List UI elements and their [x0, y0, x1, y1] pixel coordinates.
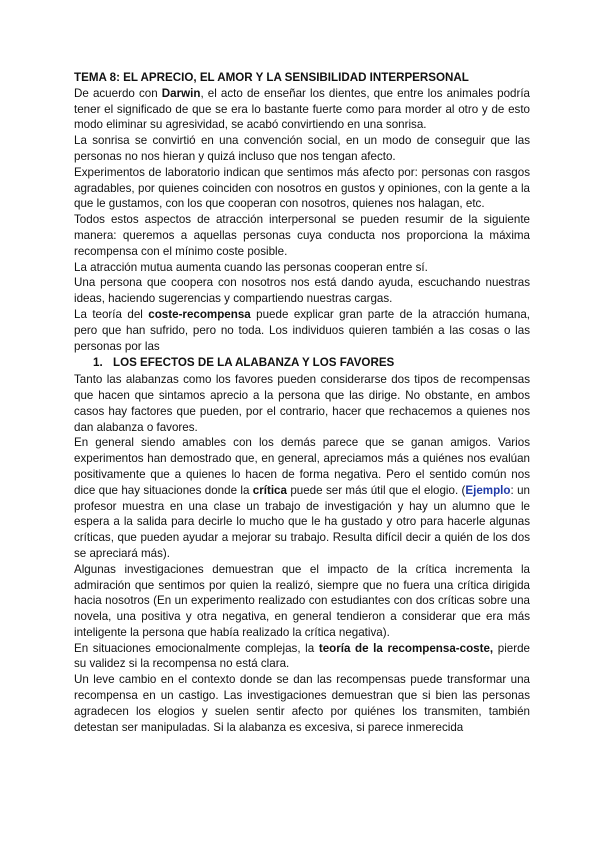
- section-heading: [74, 355, 530, 371]
- paragraph-text: : un profesor muestra en una clase un trabajo de investigación y hay un alumno que le espera a la salida para decirle lo mucho que le ha gustado y otro para hacerle algunas críticas, que pueden ayudar a mejorar su trabajo. Resulta difícil decir a quién de los dos se apreciará más).: [74, 483, 530, 560]
- bold-term-criticism: crítica: [252, 483, 287, 497]
- bold-term-darwin: Darwin: [161, 86, 201, 100]
- paragraph-smile: La sonrisa se convirtió en una convención social, en un modo de conseguir que las personas no nos hieran y quizá incluso que nos tengan afecto.: [74, 134, 530, 163]
- paragraph-text: , el acto de enseñar los dientes, que entre los animales podría tener el significado de que se era lo bastante fuerte como para morder al otro y de esto modo eliminar su agresividad, se acabó convirtiendo en una sonrisa.: [74, 86, 531, 132]
- bold-term-reward-cost: teoría de la recompensa-coste,: [318, 641, 494, 655]
- paragraph-text: puede ser más útil que el elogio. (: [286, 483, 466, 497]
- paragraph-praise-favors: Tanto las alabanzas como los favores pueden considerarse dos tipos de recompensas que hacen que sintamos aprecio a la persona que las dirige. No obstante, en ambos casos hay factores que pueden, por el contrario, hacer que rechacemos a quienes nos dan alabanza o favores.: [74, 373, 530, 434]
- paragraph-mutual-attraction: La atracción mutua aumenta cuando las personas cooperan entre sí.: [74, 260, 428, 274]
- paragraph-criticism: [74, 435, 530, 561]
- paragraph-complex-situations: [74, 641, 530, 673]
- paragraph-text: De acuerdo con: [74, 86, 162, 100]
- paragraph-text: En situaciones emocionalmente complejas, la: [74, 641, 319, 655]
- paragraph-text: puede explicar gran parte de la atracción humana, pero que han sufrido, pero no toda. Los individuos quieren también a las cosas o las personas por las: [74, 307, 530, 353]
- document-title: TEMA 8: EL APRECIO, EL AMOR Y LA SENSIBILIDAD INTERPERSONAL: [74, 71, 469, 84]
- document-page: [74, 70, 530, 735]
- paragraph-summary: Todos estos aspectos de atracción interpersonal se pueden resumir de la siguiente manera: queremos a aquellas personas cuya conducta nos proporciona la máxima recompensa con el mínimo coste posible.: [74, 213, 530, 258]
- bold-term-cost-reward: coste-recompensa: [148, 307, 251, 321]
- section-title: LOS EFECTOS DE LA ALABANZA Y LOS FAVORES: [113, 356, 395, 370]
- paragraph-experiments: Experimentos de laboratorio indican que sentimos más afecto por: personas con rasgos agradables, por quienes coinciden con nosotros en gustos y opiniones, con la gente a la que le gustamos, con los que cooperan con nosotros, quienes nos halagan, etc.: [74, 165, 530, 211]
- paragraph-darwin: [74, 86, 530, 133]
- example-label: Ejemplo: [465, 483, 511, 497]
- paragraph-context-change: Un leve cambio en el contexto donde se dan las recompensas puede transformar una recompensa en un castigo. Las investigaciones demuestran que si bien las personas agradecen los elogios y suelen sentir afecto por quiénes los transmiten, también detestan ser manipuladas. Si la alabanza es excesiva, si parece inmerecida: [74, 673, 530, 734]
- paragraph-text: En general siendo amables con los demás parece que se ganan amigos. Varios experimentos han demostrado que, en general, apreciamos más a quiénes nos evalúan positivamente que a quienes lo hacen de forma negativa. Pero el sentido común nos dice que hay situaciones donde la: [74, 436, 530, 497]
- paragraph-cooperation: Una persona que coopera con nosotros nos está dando ayuda, escuchando nuestras ideas, haciendo sugerencias y compartiendo nuestras cargas.: [74, 276, 530, 306]
- paragraph-research: Algunas investigaciones demuestran que el impacto de la crítica incrementa la admiración que sentimos por quien la realizó, siempre que no fuera una crítica dirigida hacia nosotros (En un experimento realizado con estudiantes con dos críticas sobre una novela, una positiva y otra negativa, en general tendieron a considerar que era más inteligente la persona que había realizado la crítica negativa).: [74, 562, 530, 639]
- paragraph-text: pierde su validez si la recompensa no está clara.: [74, 641, 531, 671]
- paragraph-cost-reward: [74, 307, 530, 354]
- section-number: 1.: [93, 356, 103, 370]
- paragraph-text: La teoría del: [74, 307, 149, 321]
